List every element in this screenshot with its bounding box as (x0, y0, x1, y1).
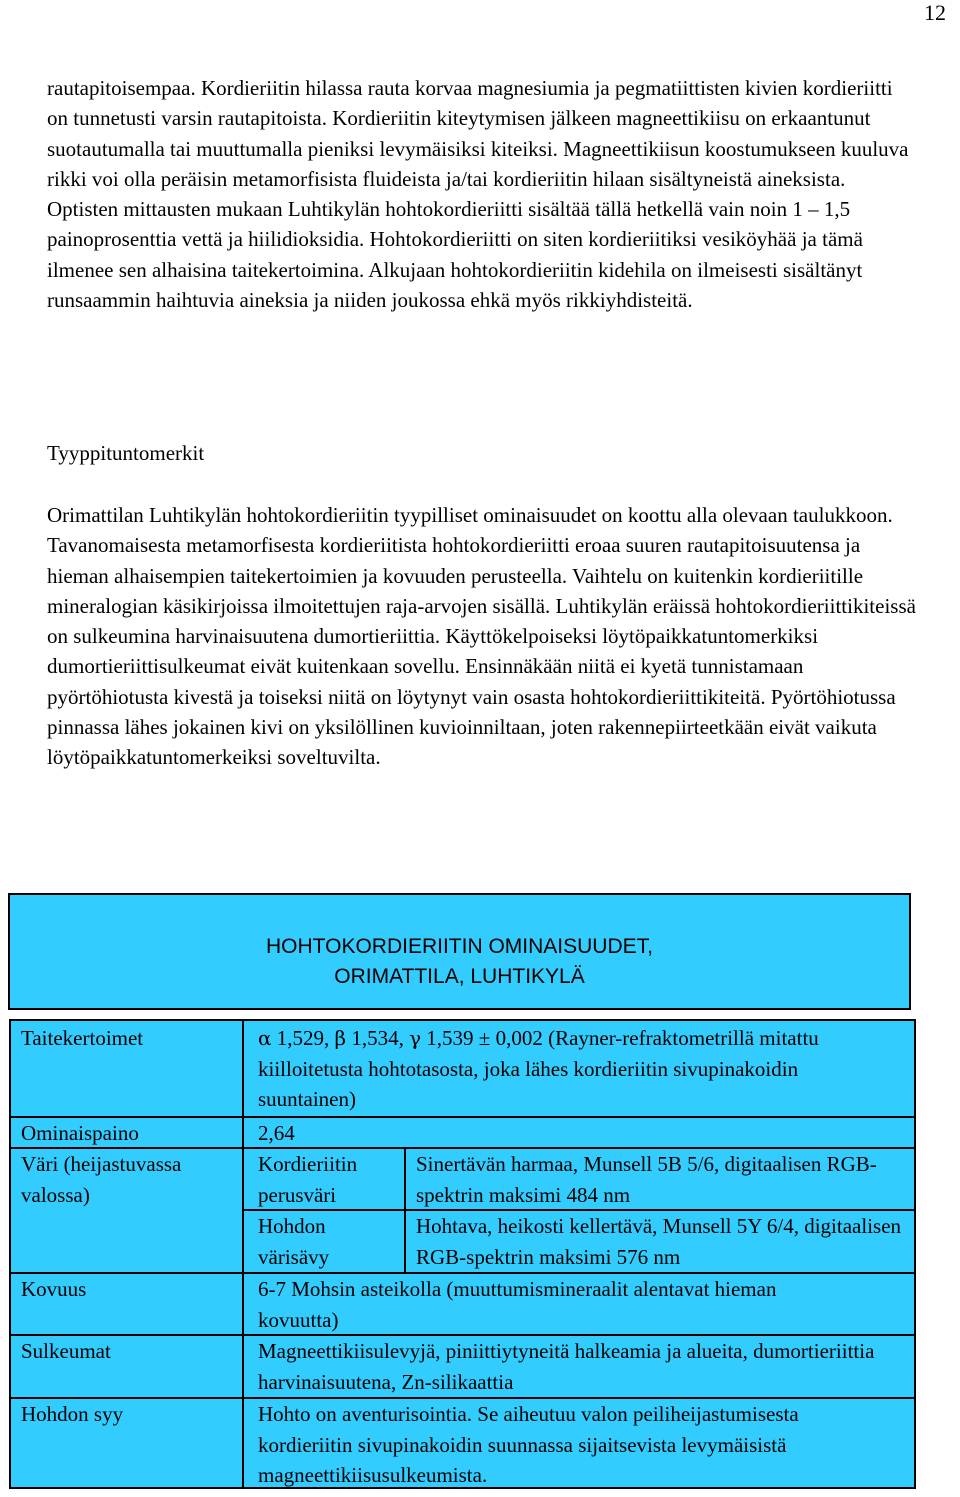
page-number: 12 (924, 0, 946, 25)
gamma-value: 1,539 (421, 1026, 479, 1050)
label-refraction: Taitekertoimet (21, 1026, 144, 1050)
table-title-box (8, 893, 911, 1010)
body-paragraph-2: Orimattilan Luhtikylän hohtokordieriitin tyypilliset ominaisuudet on koottu alla olevaan taulukkoon. Tavanomaisesta metamorfisesta kordieriitista hohtokordieriitti eroaa suuren rautapitoisuutensa ja hieman alhaisempien taitekertoimien ja kovuuden perusteella. Vaihtelu on kuitenkin kordieriitille mineralogian käsikirjoissa ilmoitettujen raja-arvojen sisällä. Luhtikylän eräissä hohtokordieriittikiteissä on sulkeumina harvinaisuutena dumortieriittia. Käyttökelpoiseksi löytöpaikkatuntomerkiksi dumortieriittisulkeumat eivät kuitenkaan sovellu. Ensinnäkään niitä ei kyetä tunnistamaan pyörtöhiotusta kivestä ja toiseksi niitä on löytynyt vain osasta hohtokordieriittikiteitä. Pyörtöhiotussa pinnassa lähes jokainen kivi on yksilöllinen kuvioinniltaan, joten rakennepiirteetkään eivät vaikuta löytöpaikkatuntomerkeiksi soveltuvilta. (47, 503, 916, 770)
table-title-line-1: HOHTOKORDIERIITIN OMINAISUUDET, (266, 935, 653, 958)
value-refraction (258, 1023, 898, 1115)
column-divider (404, 1147, 406, 1273)
beta-symbol: β (334, 1026, 347, 1050)
value-sheen-color: Hohtava, heikosti kellertävä, Munsell 5Y 6/4, digitaalisen RGB-spektrin maksimi 576 nm (416, 1214, 902, 1269)
alpha-symbol: α (258, 1026, 272, 1050)
properties-table (0, 893, 922, 1493)
error-value: 0,002 ( (490, 1026, 556, 1050)
table-grid (9, 1019, 916, 1489)
table-title-line-2: ORIMATTILA, LUHTIKYLÄ (334, 965, 585, 988)
row-divider (11, 1116, 914, 1118)
plus-minus-symbol: ± (478, 1026, 491, 1050)
value-base-color: Sinertävän harmaa, Munsell 5B 5/6, digitaalisen RGB-spektrin maksimi 484 nm (416, 1152, 877, 1207)
value-density: 2,64 (258, 1121, 295, 1145)
column-divider (242, 1021, 244, 1487)
refraction-note: Rayner-refraktometrillä mitattu kiilloitetusta hohtotasosta, joka lähes kordieriitin sivupinakoidin suuntainen) (258, 1026, 819, 1111)
beta-value: 1,534, (346, 1026, 410, 1050)
table-title (10, 932, 909, 992)
label-sheen-color: Hohdon värisävy (258, 1214, 330, 1269)
value-sheen-cause: Hohto on aventurisointia. Se aiheutuu valon peiliheijastumisesta kordieriitin sivupinakoidin suunnassa sijaitsevista levymäisistä magneettikiisusulkeumista. (258, 1402, 799, 1487)
section-heading: Tyyppituntomerkit (47, 441, 205, 465)
value-hardness: 6-7 Mohsin asteikolla (muuttumismineraalit alentavat hieman kovuutta) (258, 1277, 777, 1332)
label-density: Ominaispaino (21, 1121, 139, 1145)
value-inclusions: Magneettikiisulevyjä, piniittiytyneitä halkeamia ja alueita, dumortieriittia harvinaisuutena, Zn-silikaattia (258, 1339, 875, 1394)
label-sheen-cause: Hohdon syy (21, 1402, 124, 1426)
gamma-symbol: γ (409, 1026, 422, 1050)
label-inclusions: Sulkeumat (21, 1339, 111, 1363)
label-color: Väri (heijastuvassa valossa) (21, 1152, 182, 1207)
body-paragraph-1: rautapitoisempaa. Kordieriitin hilassa rauta korvaa magnesiumia ja pegmatiittisten kivien kordieriitti on tunnetusti varsin rautapitoista. Kordieriitin kiteytymisen jälkeen magneettikiisu on erkaantunut suotautumalla tai muuttumalla pieniksi levymäisiksi kiteiksi. Magneettikiisun koostumukseen kuuluva rikki voi olla peräisin metamorfisista fluideista ja/tai kordieriitin hilaan sisältyneistä aineksista. Optisten mittausten mukaan Luhtikylän hohtokordieriitti sisältää tällä hetkellä vain noin 1 – 1,5 painoprosenttia vettä ja hiilidioksidia. Hohtokordieriitti on siten kordieriitiksi vesiköyhää ja tämä ilmenee sen alhaisina taitekertoimina. Alkujaan hohtokordieriitin kidehila on ilmeisesti sisältänyt runsaammin haihtuvia aineksia ja niiden joukossa ehkä myös rikkiyhdisteitä. (47, 76, 909, 313)
alpha-value: 1,529, (271, 1026, 335, 1050)
label-base-color: Kordieriitin perusväri (258, 1152, 358, 1207)
label-hardness: Kovuus (21, 1277, 87, 1301)
